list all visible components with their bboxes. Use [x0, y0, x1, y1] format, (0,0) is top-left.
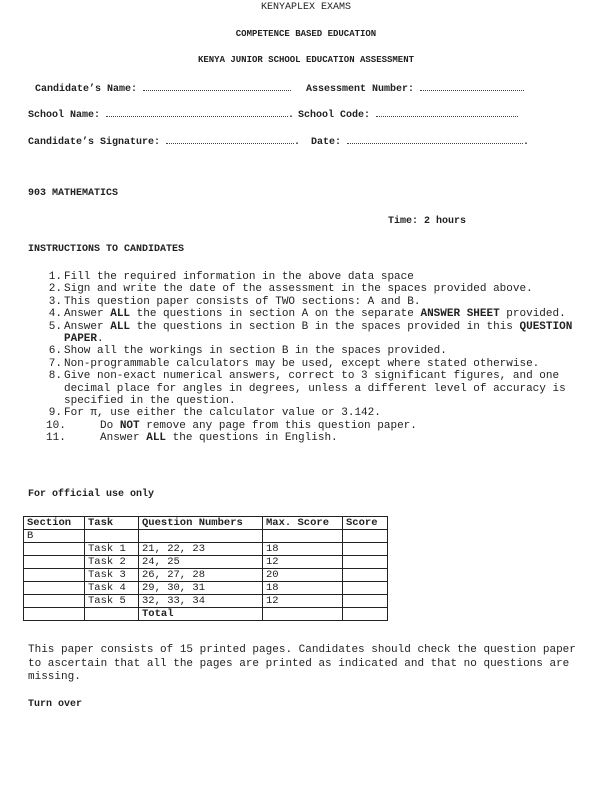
- candidate-name-row: [35, 82, 291, 95]
- table-row: Task 5 32, 33, 34 12: [24, 595, 388, 608]
- assessment-number-label: Assessment Number:: [306, 84, 415, 95]
- table-header-row: [24, 517, 388, 530]
- col-max-score: Max. Score: [263, 517, 343, 530]
- signature-row: Candidate’s Signature: .: [28, 137, 301, 148]
- candidate-name-field[interactable]: [143, 82, 291, 91]
- assessment-number-row: [306, 82, 524, 95]
- instruction-item: 4. Answer ALL the questions in section A on the separate ANSWER SHEET provided.: [48, 308, 566, 321]
- table-row: Task 1 21, 22, 23 18: [24, 543, 388, 556]
- subject-title: 903 MATHEMATICS: [28, 188, 119, 199]
- assessment-number-field[interactable]: [420, 82, 524, 91]
- col-score: Score: [343, 517, 388, 530]
- table-row: Task 2 24, 25 12: [24, 556, 388, 569]
- table-total-row: [24, 608, 388, 621]
- score-cell[interactable]: [343, 582, 388, 595]
- col-task: Task: [85, 517, 139, 530]
- instruction-item: 2. Sign and write the date of the assessment in the spaces provided above.: [48, 283, 533, 296]
- candidate-name-label: Candidate’s Name:: [35, 84, 138, 95]
- instruction-item: 11. Answer ALL the questions in English.: [46, 432, 338, 445]
- score-cell[interactable]: [343, 543, 388, 556]
- time-allowed: Time: 2 hours: [388, 216, 467, 227]
- table-row: B: [24, 530, 388, 543]
- table-row: Task 4 29, 30, 31 18: [24, 582, 388, 595]
- instructions-list: [30, 271, 590, 445]
- signature-label: Candidate’s Signature:: [28, 137, 161, 148]
- instruction-item: 1. Fill the required information in the above data space: [48, 271, 414, 283]
- instruction-item: 9. For π, use either the calculator value or 3.142.: [48, 407, 381, 420]
- school-name-label: School Name:: [28, 110, 101, 121]
- instruction-item: 7. Non-programmable calculators may be used, except where stated otherwise.: [48, 357, 540, 370]
- assessment-title: KENYA JUNIOR SCHOOL EDUCATION ASSESSMENT: [197, 55, 415, 65]
- official-score-table: [23, 516, 388, 621]
- table-row: Task 3 26, 27, 28 20: [24, 569, 388, 582]
- instructions-heading: INSTRUCTIONS TO CANDIDATES: [28, 244, 185, 255]
- date-row: Date: .: [311, 137, 530, 148]
- signature-field[interactable]: [166, 135, 294, 144]
- col-question-numbers: Question Numbers: [139, 517, 263, 530]
- score-cell[interactable]: [343, 530, 388, 543]
- school-code-row: [298, 108, 518, 121]
- score-cell[interactable]: [343, 556, 388, 569]
- total-score-cell[interactable]: [343, 608, 388, 621]
- school-name-row: School Name: .: [28, 110, 295, 121]
- official-use-heading: For official use only: [28, 489, 155, 500]
- instruction-item: 3. This question paper consists of TWO sections: A and B.: [48, 295, 421, 308]
- col-section: Section: [24, 517, 85, 530]
- turn-over: Turn over: [28, 699, 83, 710]
- school-code-field[interactable]: [376, 108, 518, 117]
- school-name-field[interactable]: [106, 108, 288, 117]
- exam-subtitle: COMPETENCE BASED EDUCATION: [235, 29, 377, 39]
- instruction-item: 5. Answer ALL the questions in section B in the spaces provided in this QUESTION PAPER.: [48, 320, 573, 346]
- date-label: Date:: [311, 137, 342, 148]
- score-cell[interactable]: [343, 569, 388, 582]
- school-code-label: School Code:: [298, 110, 371, 121]
- total-label: Total: [139, 608, 263, 621]
- instruction-item: 6. Show all the workings in section B in the spaces provided.: [48, 345, 447, 358]
- instruction-item: 10. Do NOT remove any page from this question paper.: [46, 419, 417, 432]
- exam-org: KENYAPLEX EXAMS: [260, 2, 351, 13]
- pages-note: This paper consists of 15 printed pages. Candidates should check the question paper to ascertain that all the pages are printed as indicated and that no questions are missing.: [28, 644, 576, 683]
- date-field[interactable]: [347, 135, 523, 144]
- score-cell[interactable]: [343, 595, 388, 608]
- instruction-item: 8. Give non-exact numerical answers, correct to 3 significant figures, and one decimal place for angles in degrees, unless a different level of accuracy is specified in the question.: [48, 370, 566, 408]
